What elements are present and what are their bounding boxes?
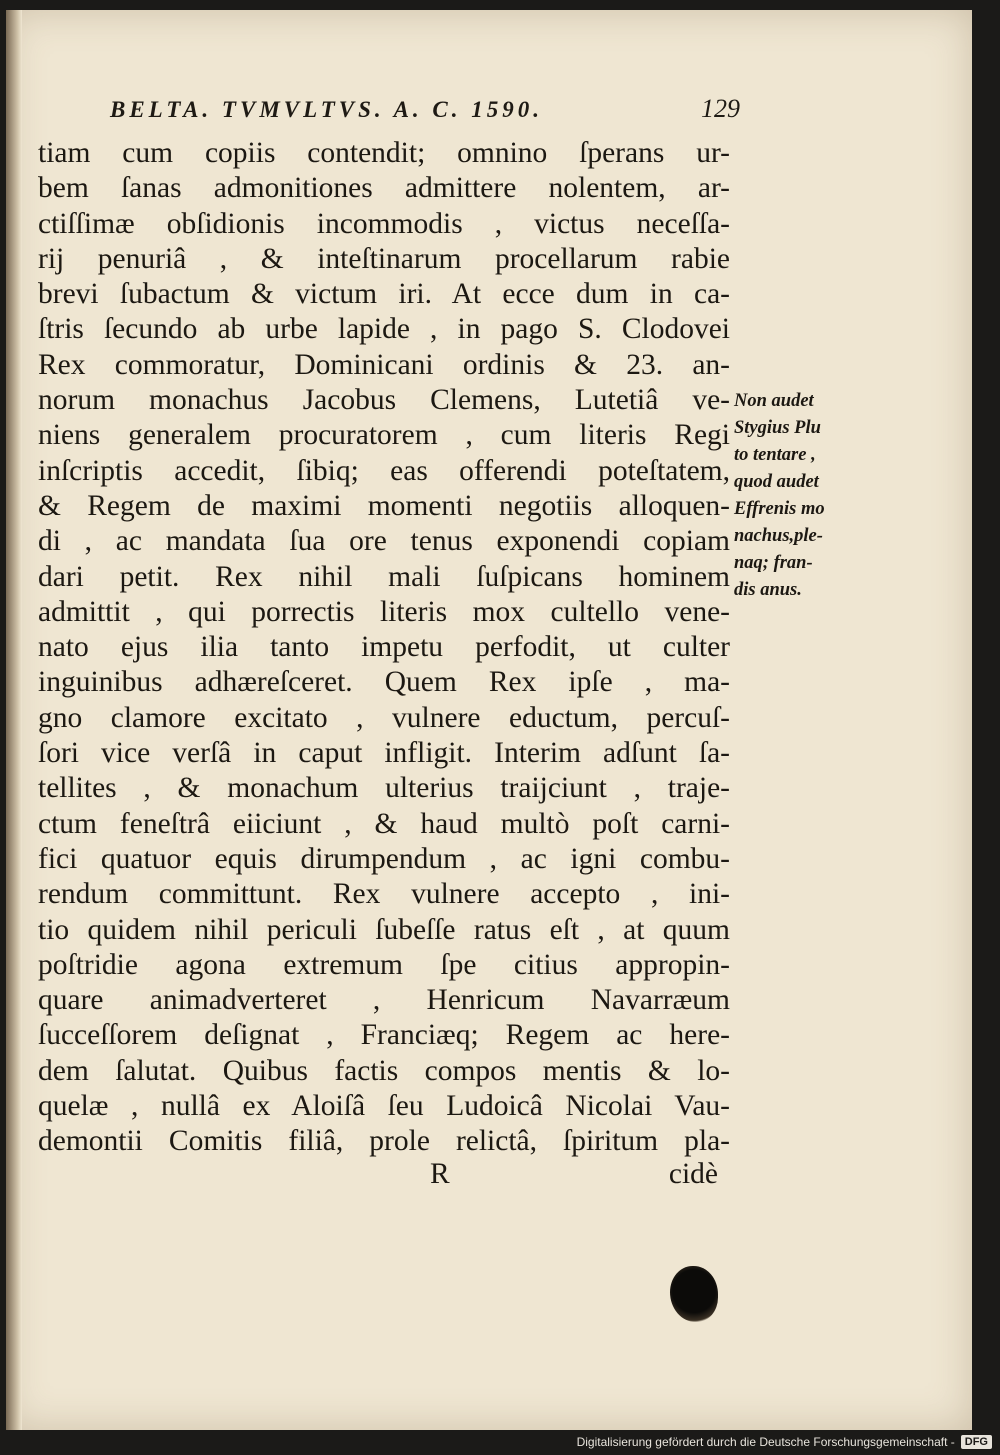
text-line: bem ſanas admonitiones admittere nolentem, ar-: [38, 172, 730, 205]
text-line: ſtris ſecundo ab urbe lapide , in pago S. Clodovei: [38, 313, 730, 346]
text-line: dem ſalutat. Quibus factis compos mentis & lo-: [38, 1054, 730, 1087]
text-line: ctiſſimæ obſidionis incommodis , victus neceſſa-: [38, 207, 730, 240]
text-line: tellites , & monachum ulterius traijciunt , traje-: [38, 772, 730, 805]
running-title: BELTA. TVMVLTVS. A. C. 1590.: [110, 97, 544, 122]
text-line: admittit , qui porrectis literis mox cultello vene-: [38, 595, 730, 628]
marginal-note-line: dis anus.: [734, 580, 802, 600]
page-footer-marks: [38, 1158, 718, 1191]
text-line: di , ac mandata ſua ore tenus exponendi copiam: [38, 525, 730, 558]
text-line: rij penuriâ , & inteſtinarum procellarum rabie: [38, 242, 730, 275]
marginal-note: [734, 388, 864, 604]
text-line: inguinibus adhæreſceret. Quem Rex ipſe , ma-: [38, 666, 730, 699]
text-line: gno clamore excitato , vulnere eductum, percuſ-: [38, 701, 730, 734]
text-line: dari petit. Rex nihil mali ſuſpicans hominem: [38, 560, 730, 593]
ink-stain: [670, 1266, 718, 1322]
page-number: 129: [701, 94, 740, 123]
text-line: ſori vice verſâ in caput infligit. Interim adſunt ſa-: [38, 737, 730, 770]
text-line: Rex commoratur, Dominicani ordinis & 23. an-: [38, 348, 730, 381]
text-line: demontii Comitis filiâ, prole relictâ, ſpiritum pla-: [38, 1125, 730, 1158]
marginal-note-line: Effrenis mo: [734, 499, 825, 519]
text-line: niens generalem procuratorem , cum literis Regi: [38, 419, 730, 452]
body-text: [38, 136, 730, 1160]
page-gutter: [6, 10, 22, 1430]
digitization-footer: [0, 1429, 1000, 1455]
running-head: [110, 94, 740, 124]
book-page: [6, 10, 972, 1430]
text-line: quelæ , nullâ ex Aloiſâ ſeu Ludoicâ Nicolai Vau-: [38, 1090, 730, 1123]
text-line: brevi ſubactum & victum iri. At ecce dum in ca-: [38, 278, 730, 311]
text-line: rendum committunt. Rex vulnere accepto , ini-: [38, 878, 730, 911]
marginal-note-line: Non audet: [734, 391, 814, 411]
dfg-logo: DFG: [961, 1435, 992, 1449]
text-line: norum monachus Jacobus Clemens, Lutetiâ ve-: [38, 384, 730, 417]
marginal-note-line: to tentare ,: [734, 445, 816, 465]
digitization-credit: Digitalisierung gefördert durch die Deutsche Forschungsgemeinschaft -: [576, 1435, 955, 1449]
marginal-note-line: Stygius Plu: [734, 418, 821, 438]
text-line: nato ejus ilia tanto impetu perfodit, ut culter: [38, 631, 730, 664]
text-line: quare animadverteret , Henricum Navarræum: [38, 984, 730, 1017]
text-line: ctum feneſtrâ eiiciunt , & haud multò poſt carni-: [38, 807, 730, 840]
text-line: & Regem de maximi momenti negotiis alloquen-: [38, 489, 730, 522]
text-line: fici quatuor equis dirumpendum , ac igni combu-: [38, 842, 730, 875]
text-line: inſcriptis accedit, ſibiq; eas offerendi poteſtatem,: [38, 454, 730, 487]
text-line: tio quidem nihil periculi ſubeſſe ratus eſt , at quum: [38, 913, 730, 946]
signature-mark: R: [430, 1158, 450, 1190]
catchword: cidè: [668, 1158, 718, 1190]
marginal-note-line: naq; fran-: [734, 553, 813, 573]
text-line: poſtridie agona extremum ſpe citius appropin-: [38, 948, 730, 981]
text-line: ſucceſſorem deſignat , Franciæq; Regem ac here-: [38, 1019, 730, 1052]
text-line: tiam cum copiis contendit; omnino ſperans ur-: [38, 137, 730, 169]
marginal-note-line: nachus,ple-: [734, 526, 823, 546]
marginal-note-line: quod audet: [734, 472, 819, 492]
